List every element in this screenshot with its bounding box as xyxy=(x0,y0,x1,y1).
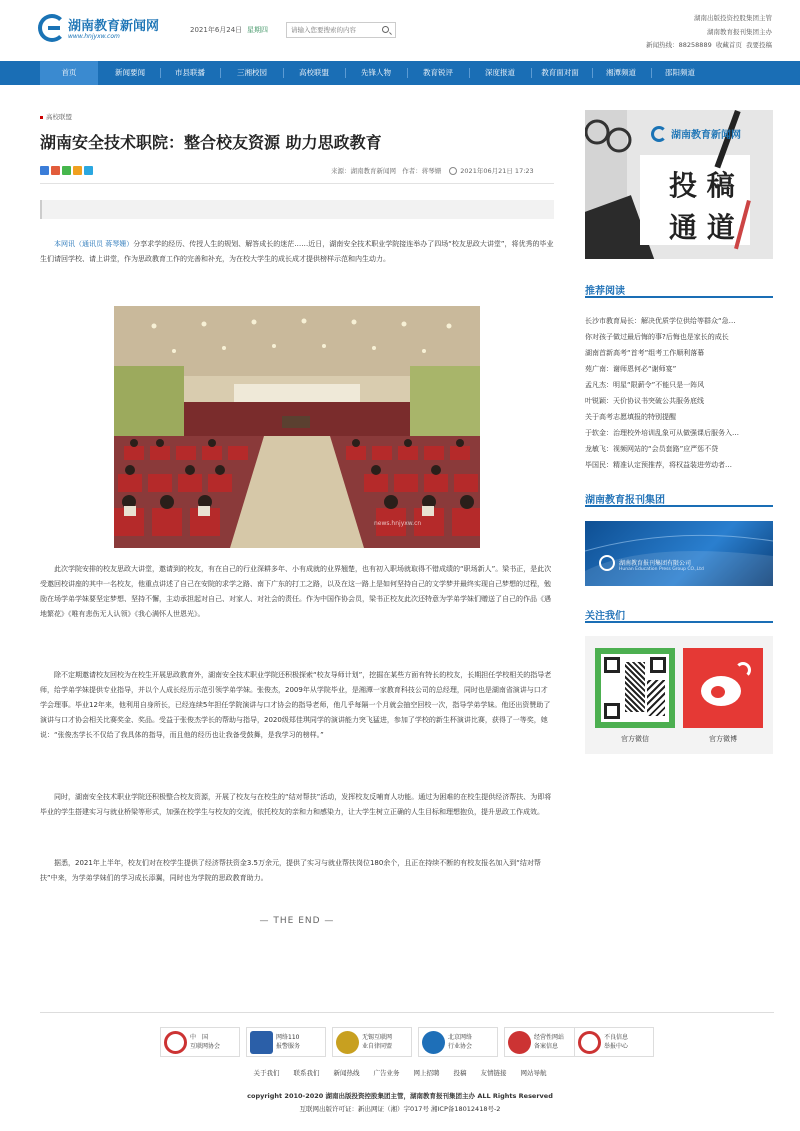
summary-bar xyxy=(40,200,554,219)
badge-text: 北京网络 行业协会 xyxy=(448,1034,473,1050)
badge-report-center[interactable] xyxy=(574,1027,654,1057)
breadcrumb[interactable] xyxy=(40,112,72,121)
list-item[interactable]: 你对孩子做过最后悔的事?后悔也是家长的成长 xyxy=(585,333,729,341)
footer-link-friends[interactable]: 友情链接 xyxy=(480,1069,507,1077)
clock-icon xyxy=(449,167,457,175)
badge-beijing-association[interactable] xyxy=(418,1027,498,1057)
list-item[interactable]: 关于高考志愿填报的特别提醒 xyxy=(585,413,676,421)
footer-link-ads[interactable]: 广告业务 xyxy=(373,1069,400,1077)
police-shield-icon xyxy=(250,1031,273,1054)
weibo-eye xyxy=(711,686,725,698)
article-paragraph: 据悉，2021年上半年，校友们对在校学生提供了经济帮扶资金3.5万余元，提供了实习与就业帮扶岗位180余个，且正在持续不断的有校友报名加入到“结对帮扶”中来，为学弟学妹们的学习成长添翼，同时也为学院的思政教育助力。 xyxy=(40,859,541,882)
divider xyxy=(40,183,554,184)
nav-item-xiangtan[interactable]: 湘潭频道 xyxy=(606,68,636,77)
photo-watermark: news.hnjyxw.cn xyxy=(374,520,422,527)
weibo-icon[interactable] xyxy=(683,648,763,728)
nav-item-county[interactable]: 市县联播 xyxy=(175,68,205,77)
hotline-text: 新闻热线：88258889 xyxy=(646,41,712,49)
contribute-link[interactable]: 我要投稿 xyxy=(746,41,772,49)
weibo-wave xyxy=(735,662,751,678)
nav-item-campus[interactable]: 三湘校园 xyxy=(237,68,267,77)
poster-title-1: 投 稿 xyxy=(669,169,735,202)
host-text: 湖南教育报刊集团主办 xyxy=(707,28,772,36)
nav-item-pioneer[interactable]: 先锋人物 xyxy=(361,68,391,77)
nav-item-news[interactable]: 新闻要闻 xyxy=(115,68,145,77)
badge-text: 中 国 互联网协会 xyxy=(190,1034,221,1050)
article-author: 作者：蒋琴姗 xyxy=(402,167,442,175)
group-heading: 湖南教育报刊集团 xyxy=(585,491,773,507)
lecture-hall-image xyxy=(114,306,480,548)
weibo-label: 官方微博 xyxy=(709,735,737,743)
wechat-qr-frame[interactable] xyxy=(595,648,675,728)
qr-pattern xyxy=(625,662,645,712)
article-paragraph: 除不定期邀请校友回校为在校生开展思政教育外，湖南安全技术职业学院还积极探索“校友导师计划”，挖掘在某些方面有特长的校友，长期担任学校相关的指导老师，给学弟学妹提供专业指导，并以个人成长经历示范引领学弟学妹。张俊杰，2009年从学院毕业，是湘潭一家教育科技公司的总经理，同时也是湖南省演讲与口才学会理事。毕业12年来，他利用自身所长，已经连续5年担任学院演讲与口才协会的指导老师，他几乎每隔一个月就会抽空回校一次，指导学弟学妹。他还出资赞助了演讲与口才协会相关比赛奖金、奖品。受益于张俊杰学长的帮助与指导，2020级郑佳琪同学的演讲能力突飞猛进，参加了学校的新生杯演讲比赛，获得了一等奖，她说：“张俊杰学长不仅给了我具体的指导，而且他的经历也让我备受鼓舞，是我学习的榜样。” xyxy=(40,671,552,739)
nav-divider xyxy=(345,68,346,78)
contribute-poster[interactable] xyxy=(585,110,773,259)
article-paragraph: 此次学院安排的校友思政大讲堂，邀请到的校友，有在自己的行业深耕多年、小有成就的业界翘楚，也有初入职场就取得不错成绩的“职场新人”。梁书正，是此次受邀回校讲座的其中一名校友，他重点讲述了自己在安院的求学之路、南下广东的打工之路，以及在这一路上是如何坚持自己的文学梦并最终实现自己梦想的过程，勉励在场学弟学妹要坚定梦想、坚持不懈，主动承担起对自己、对家人、对社会的责任。作为中国作协会员，梁书正校友此次还特意为学弟学妹们赠送了自己的作品《遇地繁花》《唯有悲伤无人认领》《我心满怀人世恩光》。 xyxy=(40,565,552,618)
qr-marker xyxy=(604,657,620,673)
recommend-heading: 推荐阅读 xyxy=(585,282,773,298)
logo-icon xyxy=(38,14,66,42)
nav-item-review[interactable]: 教育锐评 xyxy=(423,68,453,77)
record-icon xyxy=(508,1031,531,1054)
share-qq-icon[interactable] xyxy=(84,166,93,175)
reporter-credit: 本网讯（通讯员 蒋琴姗） xyxy=(54,240,134,248)
badge-self-discipline[interactable] xyxy=(332,1027,412,1057)
badge-text: 不良信息 举报中心 xyxy=(604,1034,629,1050)
nav-divider xyxy=(407,68,408,78)
follow-heading: 关注我们 xyxy=(585,607,773,623)
list-item[interactable]: 龙敏飞：视频网站的“会员套路”应严惩不贷 xyxy=(585,445,719,453)
paragraph-text: 分享求学的经历、传授人生的规划、解答成长的迷茫……近日，湖南安全技术职业学院接连举办了四场“校友思政大讲堂”，将优秀的毕业生们请回学校、请上讲堂，作为思政教育工作的完善和补充，为在校大学生的成长成才提供榜样示范和内生动力。 xyxy=(40,240,554,263)
badge-icp-record[interactable] xyxy=(504,1027,584,1057)
poster-title-2: 通 道 xyxy=(669,211,735,244)
article-title: 湖南安全技术职院：整合校友资源 助力思政教育 xyxy=(40,133,382,152)
article-time: 2021年06月21日 17:23 xyxy=(460,167,534,175)
share-plus-icon[interactable] xyxy=(40,166,49,175)
emblem-icon xyxy=(336,1031,359,1054)
qr-marker xyxy=(650,657,666,673)
badge-internet-society[interactable] xyxy=(160,1027,240,1057)
article-paragraph xyxy=(40,237,554,267)
group-en-name: Hunan Education Press Group CO.,Ltd xyxy=(619,567,704,572)
nav-divider xyxy=(160,68,161,78)
list-item[interactable]: 湖南首新高考“首考”组考工作顺利落幕 xyxy=(585,349,705,357)
qr-pattern xyxy=(647,680,665,716)
badge-text: 经营性网站 备案信息 xyxy=(534,1034,565,1050)
qr-code-icon xyxy=(601,654,669,722)
article-source: 来源：湖南教育新闻网 xyxy=(331,167,396,175)
wechat-label: 官方微信 xyxy=(621,735,649,743)
nav-item-face[interactable]: 教育面对面 xyxy=(541,68,579,77)
article-meta xyxy=(331,166,534,175)
association-icon xyxy=(422,1031,445,1054)
list-item[interactable]: 叶锐颖：天价协议书突破公共服务底线 xyxy=(585,397,704,405)
nav-divider xyxy=(220,68,221,78)
search-icon[interactable] xyxy=(382,26,389,33)
footer-link-jobs[interactable]: 网上招聘 xyxy=(413,1069,440,1077)
footer-links xyxy=(0,1068,800,1077)
bullet-icon xyxy=(40,116,43,119)
group-name: 湖南教育报刊集团有限公司 xyxy=(619,560,692,567)
main-nav xyxy=(0,61,800,85)
search-input[interactable] xyxy=(287,23,377,37)
copyright: copyright 2010-2020 湖南出版投资控股集团主管，湖南教育报刊集团主办 ALL Rights Reserved xyxy=(247,1092,553,1100)
article-paragraph: 同时，湖南安全技术职业学院还积极整合校友资源，开展了校友与在校生的“结对帮扶”活动，发挥校友反哺育人功能。通过为困难的在校生提供经济帮扶、为即将毕业的学生搭建实习与就业桥梁等形式，加强在校学生与校友的交流，依托校友的亲和力和感染力，让大学生树立正确的人生目标和理想抱负，提升思政工作成效。 xyxy=(40,793,552,816)
nav-item-home[interactable]: 首页 xyxy=(40,61,98,85)
nav-divider xyxy=(531,68,532,78)
footer-link-about[interactable]: 关于我们 xyxy=(253,1069,280,1077)
poster-logo-icon xyxy=(651,126,667,142)
logo-name: 湖南教育新闻网 xyxy=(68,19,160,34)
search-box xyxy=(286,22,396,38)
badge-text: 无锡互联网 业自律同盟 xyxy=(362,1034,393,1050)
nav-item-university[interactable]: 高校联盟 xyxy=(299,68,329,77)
breadcrumb-label: 高校联盟 xyxy=(46,113,72,121)
footer-link-sitemap[interactable]: 网站导航 xyxy=(520,1069,547,1077)
list-item[interactable]: 于软金：治理校外培训乱象可从做强课后服务入… xyxy=(585,429,739,437)
list-item[interactable]: 毕国民：精准认定预推荐，将权益装进劳动者… xyxy=(585,461,732,469)
badge-police-110[interactable] xyxy=(246,1027,326,1057)
seal-icon xyxy=(164,1031,187,1054)
supervisor-text: 湖南出版投资控股集团主管 xyxy=(694,14,772,22)
share-wechat-icon[interactable] xyxy=(62,166,71,175)
list-item[interactable]: 苑广南：谢师恩何必“谢师宴” xyxy=(585,365,677,373)
poster-logo-name: 湖南教育新闻网 xyxy=(671,130,741,141)
share-qzone-icon[interactable] xyxy=(51,166,60,175)
favorite-link[interactable]: 收藏首页 xyxy=(715,41,742,49)
the-end-marker: — THE END — xyxy=(259,916,335,926)
footer-link-hotline[interactable]: 新闻热线 xyxy=(333,1069,360,1077)
article-photo xyxy=(114,306,480,548)
recommend-list xyxy=(585,313,773,473)
share-weibo-icon[interactable] xyxy=(73,166,82,175)
footer-link-contact[interactable]: 联系我们 xyxy=(293,1069,320,1077)
group-banner[interactable] xyxy=(585,521,773,586)
logo-url: www.hnjyxw.com xyxy=(68,33,120,40)
footer-link-contribute[interactable]: 投稿 xyxy=(453,1069,467,1077)
qr-marker xyxy=(604,703,620,719)
nav-divider xyxy=(469,68,470,78)
top-header xyxy=(0,0,800,60)
footer-divider xyxy=(40,1012,774,1013)
nav-item-depth[interactable]: 深度报道 xyxy=(485,68,515,77)
top-links xyxy=(646,40,772,49)
list-item[interactable]: 长沙市教育局长：解决优质学位供给等群众“急… xyxy=(585,317,736,325)
current-date: 2021年6月24日 xyxy=(190,26,243,34)
badge-text: 网络110 报警服务 xyxy=(276,1034,301,1050)
icp-license: 互联网出版许可证：新出网证（湘）字017号 湘ICP备18012418号-2 xyxy=(299,1105,501,1113)
nav-divider xyxy=(651,68,652,78)
nav-divider xyxy=(592,68,593,78)
share-bar xyxy=(40,166,95,177)
site-logo[interactable] xyxy=(38,14,168,46)
current-weekday: 星期四 xyxy=(247,26,268,34)
banner-graphic xyxy=(585,521,773,586)
report-icon xyxy=(578,1031,601,1054)
nav-item-shaoyang[interactable]: 邵阳频道 xyxy=(665,68,695,77)
nav-divider xyxy=(283,68,284,78)
list-item[interactable]: 孟凡杰：明星“限薪令”不能只是一阵风 xyxy=(585,381,705,389)
follow-panel xyxy=(585,636,773,754)
